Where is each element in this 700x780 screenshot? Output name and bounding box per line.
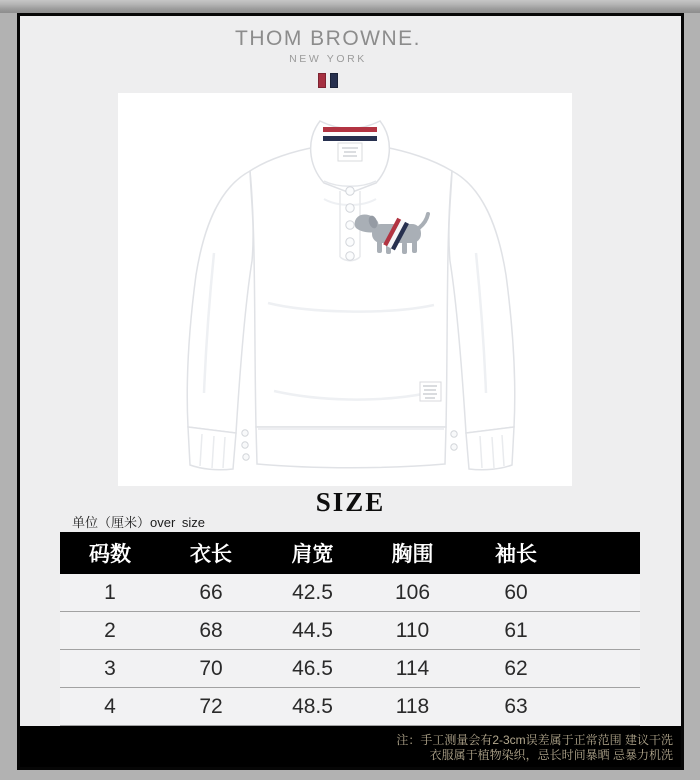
hem-label [420,382,441,401]
size-cell: 44.5 [292,618,333,642]
size-heading: SIZE [315,487,386,517]
size-cell: 62 [504,656,528,680]
garment-illustration [118,93,572,486]
size-cell: 48.5 [292,694,333,718]
size-cell: 72 [199,694,223,718]
collar-stripe-navy [323,136,377,141]
size-cell: 60 [504,580,528,604]
size-cell: 106 [394,580,431,604]
ribbon-navy-bar-icon [330,73,338,88]
left-sleeve [187,171,253,470]
size-cell: 46.5 [292,656,333,680]
neck-brand-tag [338,143,362,161]
col-header-shoulder: 肩宽 [291,543,334,566]
size-cell: 1 [104,580,116,604]
size-table-row [60,688,640,726]
size-cell: 118 [395,694,430,718]
product-photo [118,93,572,486]
care-note [20,726,681,767]
size-table-row [60,612,640,650]
size-table [60,532,640,726]
size-cell: 68 [199,618,223,642]
brand-city: NEW YORK [289,53,367,65]
right-sleeve [449,171,515,470]
polo-collar [311,121,390,193]
size-table-row [60,650,640,688]
care-note-line1: 注：手工测量会有2-3cm误差属于正常范围 建议干洗 [396,733,673,747]
collar-stripe-red [323,127,377,132]
size-cell: 42.5 [292,580,333,604]
ribbon-red-bar-icon [318,73,326,88]
care-note-line2: 衣服属于植物染织，忌长时间暴晒 忌暴力机洗 [429,748,673,762]
size-cell: 110 [395,618,430,642]
size-cell: 3 [104,656,116,680]
col-header-length: 衣长 [190,543,232,566]
size-cell: 114 [395,656,430,680]
size-cell: 2 [104,618,116,642]
size-cell: 66 [199,580,223,604]
col-header-sleeve: 袖长 [495,543,537,566]
grosgrain-ribbon-icon [20,73,636,89]
unit-note: 单位（厘米）over size [72,515,206,530]
size-table-header-row [60,532,640,574]
col-header-chest: 胸围 [391,543,434,566]
size-cell: 61 [504,618,528,642]
page-frame [17,13,684,770]
col-header-size: 码数 [89,543,131,566]
top-metallic-bar [0,0,700,13]
brand-block [20,27,636,89]
collar-stripe-white [323,132,377,136]
size-table-row [60,574,640,612]
size-cell: 70 [199,656,223,680]
size-cell: 63 [504,694,528,718]
brand-name: THOM BROWNE. [235,27,421,50]
size-cell: 4 [104,694,116,718]
